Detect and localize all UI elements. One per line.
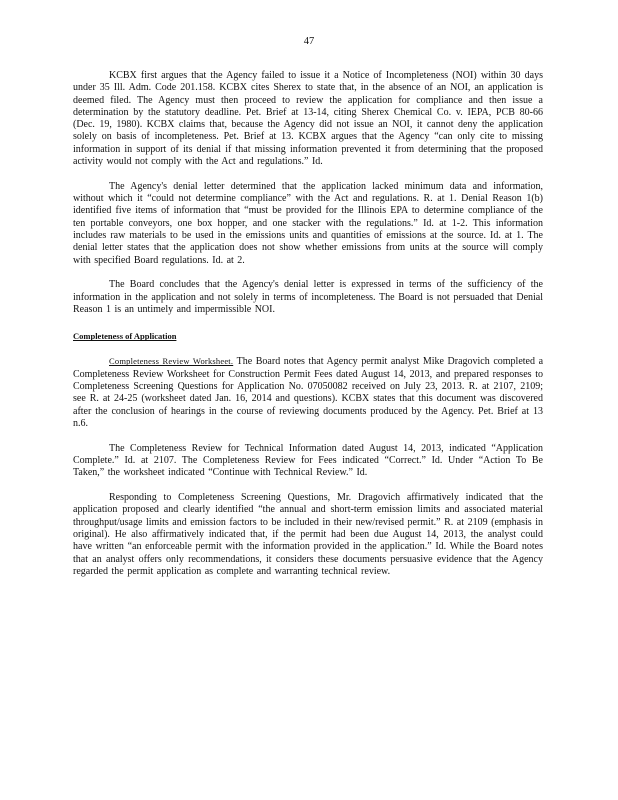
paragraph-screening-questions: Responding to Completeness Screening Questions, Mr. Dragovich affirmatively indicated that the application proposed and clearly identified “the annual and short-term emission limits and associated material throughput/usage limits and emission factors to be included in their new/revised permit.” R. at 2109 (emphasis in original). He also affirmatively indicated that, if the permit had been due August 14, 2013, the analyst could have written “an enforceable permit with the information provided in the application.” Id. While the Board notes that an analyst offers only recommendations, it considers these documents persuasive evidence that the Agency regarded the permit application as complete and warranting technical review. bbox=[73, 492, 543, 577]
paragraph-denial-letter: The Agency's denial letter determined that the application lacked minimum data and information, without which it “could not determine compliance” with the Act and regulations. R. at 1. Denial Reason 1(b) identified five items of information that “must be provided for the Illinois EPA to determine compliance of the ten portable conveyors, one box hopper, and one stacker with the regulations.” Id. at 1-2. This information includes raw materials to be used in the emissions units and quantities of emissions at the source. Id. at 1. The denial letter states that the application does not show whether emissions from units at the source will comply with specified Board regulations. Id. at 2. bbox=[73, 180, 543, 266]
paragraph-technical-review: The Completeness Review for Technical Information dated August 14, 2013, indicated “Application Complete.” Id. at 2107. The Completeness Review for Fees indicated “Correct.” Id. Under “Action To Be Taken,” the worksheet indicated “Continue with Technical Review.” Id. bbox=[73, 442, 543, 479]
worksheet-text: The Board notes that Agency permit analyst Mike Dragovich completed a Completeness Review Worksheet for Construction Permit Fees dated August 14, 2013, and prepared responses to Completeness Screening Questions for Application No. 07050082 received on July 23, 2013. R. at 2107, 2109; see R. at 24-25 (worksheet dated Jan. 16, 2014 and questions). KCBX states that this document was discovered after the conclusion of hearings in the course of reviewing documents produced by the Agency. Pet. Brief at 13 n.6. bbox=[73, 356, 544, 429]
paragraph-completeness-worksheet bbox=[73, 355, 543, 430]
section-heading: Completeness of Application bbox=[73, 331, 177, 342]
page-number: 47 bbox=[303, 36, 315, 47]
paragraph-board-conclusion: The Board concludes that the Agency's denial letter is expressed in terms of the sufficiency of the information in the application and not solely in terms of incompleteness. The Board is not persuaded that Denial Reason 1 is an untimely and impermissible NOI. bbox=[73, 279, 543, 316]
worksheet-subheading: Completeness Review Worksheet. bbox=[109, 356, 234, 367]
paragraph-noi-argument: KCBX first argues that the Agency failed to issue it a Notice of Incompleteness (NOI) within 30 days under 35 Ill. Adm. Code 201.158. KCBX cites Sherex to state that, in the absence of an NOI, an application is deemed filed. The Agency must then proceed to review the application for compliance and then issue a determination by the statutory deadline. Pet. Brief at 13-14, citing Sherex Chemical Co. v. IEPA, PCB 80-66 (Dec. 19, 1980). KCBX claims that, because the Agency did not issue an NOI, it cannot deny the application solely on basis of incompleteness. Pet. Brief at 13. KCBX argues that the Agency “can only cite to missing information in support of its denial if that missing information prevented it from determining that the proposed activity would not comply with the Act and regulations.” Id. bbox=[73, 70, 543, 168]
document-body bbox=[73, 70, 543, 578]
